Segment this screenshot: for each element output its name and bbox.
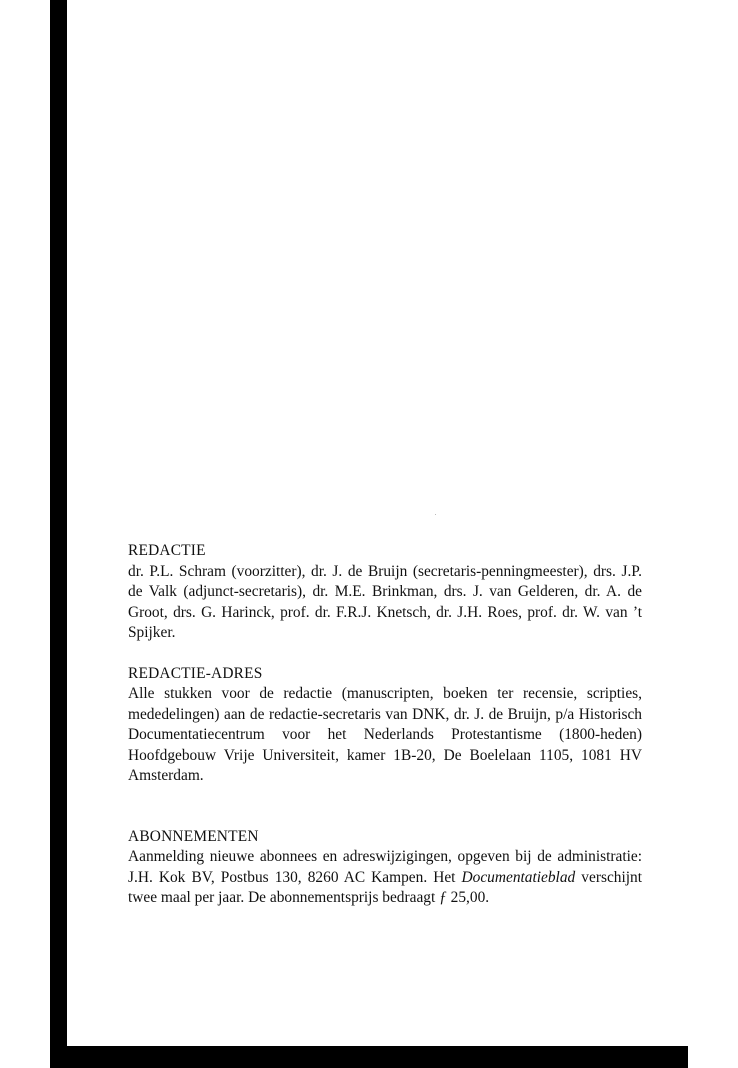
body-text-part: verschijnt twee maal per jaar. De abonnementsprijs bedraagt xyxy=(128,868,642,906)
section-heading: ABONNEMENTEN xyxy=(128,827,259,845)
price-amount: 25,00. xyxy=(446,889,490,906)
page-bottom-border xyxy=(50,1046,688,1068)
section-heading: REDACTIE xyxy=(128,542,206,559)
scan-speck xyxy=(435,514,436,515)
section-body: dr. P.L. Schram (voorzitter), dr. J. de Bruijn (secretaris-penningmeester), drs. J.P. de Valk (adjunct-secretaris), dr. M.E. Brinkman, drs. J. van Gelderen, dr. A. de Groot, drs. G. Harinck, prof. dr. F.R.J. Knetsch, dr. J.H. Roes, prof. dr. W. van ’t Spijker. xyxy=(128,562,642,641)
page-left-border xyxy=(50,0,67,1068)
section-heading: REDACTIE-ADRES xyxy=(128,664,263,682)
section-abonnementen xyxy=(128,827,642,909)
section-body: Alle stukken voor de redactie (manuscripten, boeken ter recensie, scripties, mededelingen) aan de redactie-secretaris van DNK, dr. J. de Bruijn, p/a Historisch Documentatiecentrum voor het Nederlands Protestantisme (1800-heden) Hoofdgebouw Vrije Universiteit, kamer 1B-20, De Boelelaan 1105, 1081 HV Amsterdam. xyxy=(128,685,642,784)
publication-title: Documentatieblad xyxy=(461,868,576,886)
section-body xyxy=(128,847,642,909)
body-text-part: Aanmelding nieuwe abonnees en adreswijzigingen, opgeven bij de administratie: J.H. Kok BV, Postbus 130, 8260 AC Kampen. Het xyxy=(128,848,642,886)
section-redactie xyxy=(128,541,642,644)
colophon xyxy=(128,541,642,909)
section-redactie-adres xyxy=(128,664,642,787)
currency-symbol: ƒ xyxy=(439,889,447,906)
